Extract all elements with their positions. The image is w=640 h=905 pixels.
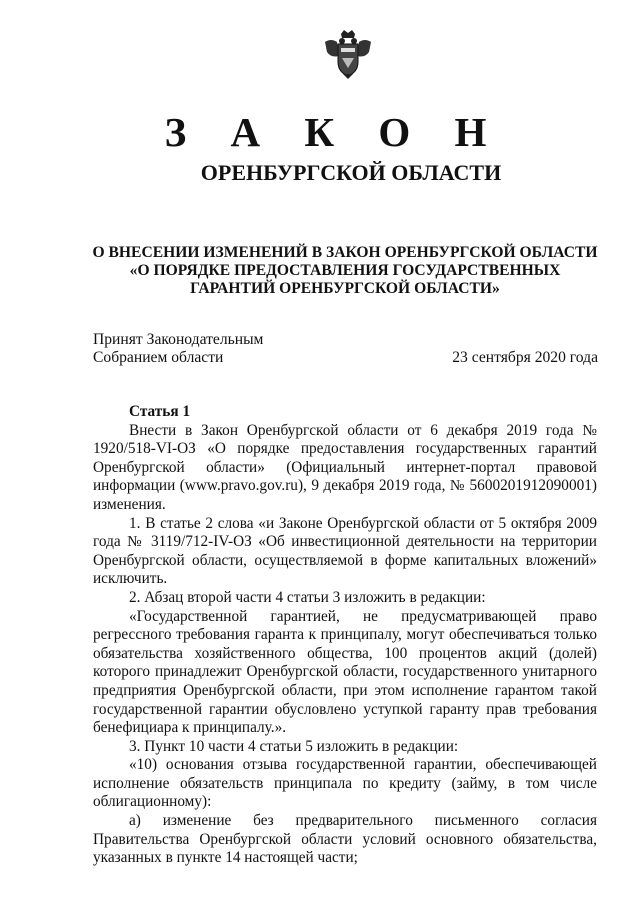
article-heading: Статья 1: [129, 403, 191, 420]
document-subtitle: ОРЕНБУРГСКОЙ ОБЛАСТИ: [200, 160, 502, 185]
law-title-line: «О ПОРЯДКЕ ПРЕДОСТАВЛЕНИЯ ГОСУДАРСТВЕННЫХ: [129, 262, 561, 279]
article-paragraph: «10) основания отзыва государственной гарантии, обеспечивающей исполнение обязательств принципала по кредиту (займу, в том числе облигационному):: [93, 756, 597, 811]
article-paragraph: а) изменение без предварительного письменного согласия Правительства Оренбургской области условий основного обязательства, указанных в пункте 14 настоящей части;: [93, 812, 597, 867]
coat-of-arms-emblem: [323, 28, 373, 80]
law-title: [90, 244, 600, 298]
adoption-line: Собранием области: [93, 349, 224, 366]
article-paragraph: Внести в Закон Оренбургской области от 6 декабря 2019 года № 1920/518-VI-ОЗ «О порядке предоставления государственных гарантий Оренбургской области» (Официальный интернет-портал правовой информации (www.pravo.gov.ru), 9 декабря 2019 года, № 5600201912090001) изменения.: [93, 421, 597, 513]
article-paragraph: 1. В статье 2 слова «и Законе Оренбургской области от 5 октября 2009 года № 3119/712-IV-ОЗ «Об инвестиционной деятельности на территории Оренбургской области, осуществляемой в форме капитальных вложений» исключить.: [93, 514, 597, 588]
adoption-line: Принят Законодательным: [93, 331, 264, 348]
document-title: З А К О Н: [164, 109, 504, 155]
article-paragraph: «Государственной гарантией, не предусматривающей право регрессного требования гаранта к принципалу, могут обеспечиваться только обязательства хозяйственного общества, 100 процентов акций (долей) которого принадлежит Оренбургской области, государственного унитарного предприятия Оренбургской области, при этом исполнение гарантом такой государственной гарантии обусловлено уступкой гаранту прав требования бенефициара к принципалу.».: [93, 607, 597, 737]
article-paragraph: 3. Пункт 10 части 4 статьи 5 изложить в редакции:: [129, 737, 459, 755]
law-title-line: ГАРАНТИЙ ОРЕНБУРГСКОЙ ОБЛАСТИ»: [190, 280, 500, 297]
article-body: [93, 403, 597, 868]
law-title-line: О ВНЕСЕНИИ ИЗМЕНЕНИЙ В ЗАКОН ОРЕНБУРГСКОЙ ОБЛАСТИ: [92, 244, 598, 261]
article-paragraph: 2. Абзац второй части 4 статьи 3 изложить в редакции:: [129, 588, 486, 606]
adoption-note: [93, 331, 263, 367]
adoption-date: 23 сентября 2020 года: [452, 349, 598, 366]
